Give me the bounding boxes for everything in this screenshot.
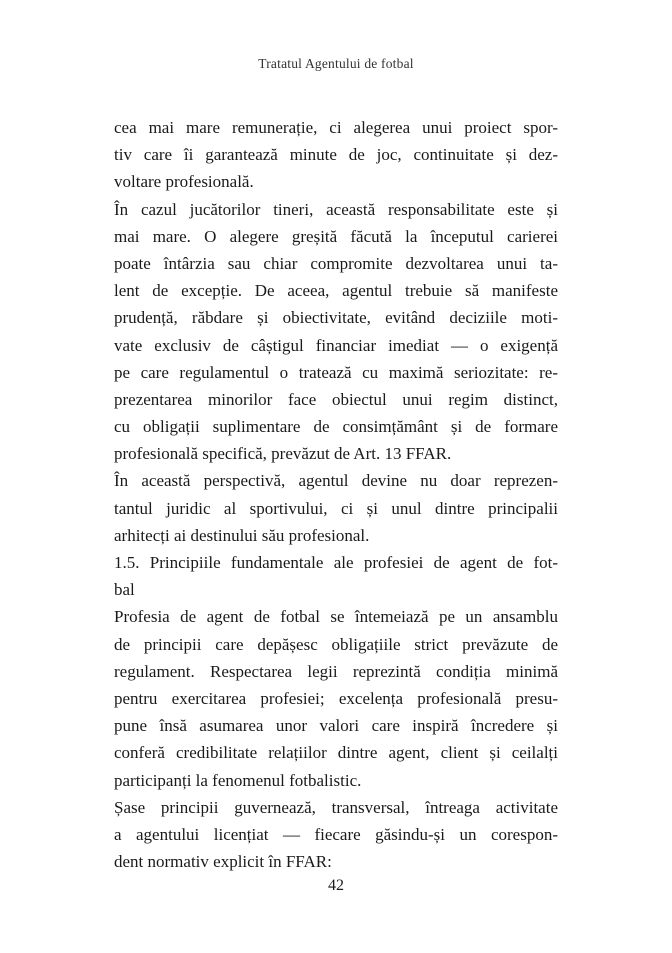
text-line: vate exclusiv de câștigul financiar imediat — o exigență [114, 335, 558, 355]
text-line: dent normativ explicit în FFAR: [114, 852, 332, 872]
text-line: pune însă asumarea unor valori care inspiră încredere și [114, 716, 558, 736]
text-line: În cazul jucătorilor tineri, această responsabilitate este și [114, 199, 558, 219]
text-line: voltare profesională. [114, 172, 254, 192]
text-line: conferă credibilitate relațiilor dintre agent, client și ceilalți [114, 743, 558, 763]
text-line: prudență, răbdare și obiectivitate, evitând deciziile moti- [114, 308, 558, 328]
running-header: Tratatul Agentului de fotbal [258, 56, 414, 71]
text-line: regulament. Respectarea legii reprezintă condiția minimă [114, 661, 558, 681]
text-line: profesională specifică, prevăzut de Art. 13 FFAR. [114, 444, 452, 464]
text-line: cea mai mare remunerație, ci alegerea unui proiect spor- [114, 118, 558, 137]
text-line: poate întârzia sau chiar compromite dezvoltarea unui ta- [114, 253, 558, 273]
text-line: arhitecți ai destinului său profesional. [114, 525, 370, 545]
text-line: tantul juridic al sportivului, ci și unul dintre principalii [114, 498, 558, 518]
text-line: participanți la fenomenul fotbalistic. [114, 770, 362, 790]
text-line: bal [114, 580, 135, 600]
text-line: mai mare. O alegere greșită făcută la începutul carierei [114, 226, 558, 246]
text-line: lent de excepție. De aceea, agentul trebuie să manifeste [114, 281, 558, 301]
text-line: Șase principii guvernează, transversal, întreaga activitate [114, 797, 558, 817]
text-line: cu obligații suplimentare de consimțământ și de formare [114, 417, 558, 437]
text-line: pe care regulamentul o tratează cu maximă seriozitate: re- [114, 362, 558, 382]
page-number: 42 [328, 877, 344, 894]
text-line: prezentarea minorilor face obiectul unui regim distinct, [114, 389, 558, 409]
text-line: a agentului licențiat — fiecare găsindu-și un corespon- [114, 824, 558, 844]
text-line: Profesia de agent de fotbal se întemeiază pe un ansamblu [114, 607, 558, 627]
text-line: În această perspectivă, agentul devine nu doar reprezen- [114, 471, 558, 491]
text-line: de principii care depășesc obligațiile strict prevăzute de [114, 634, 558, 654]
body-text [114, 114, 558, 875]
text-line: tiv care îi garantează minute de joc, continuitate și dez- [114, 145, 558, 165]
text-line: pentru exercitarea profesiei; excelența profesională presu- [114, 688, 558, 708]
text-line: 1.5. Principiile fundamentale ale profesiei de agent de fot- [114, 553, 558, 572]
